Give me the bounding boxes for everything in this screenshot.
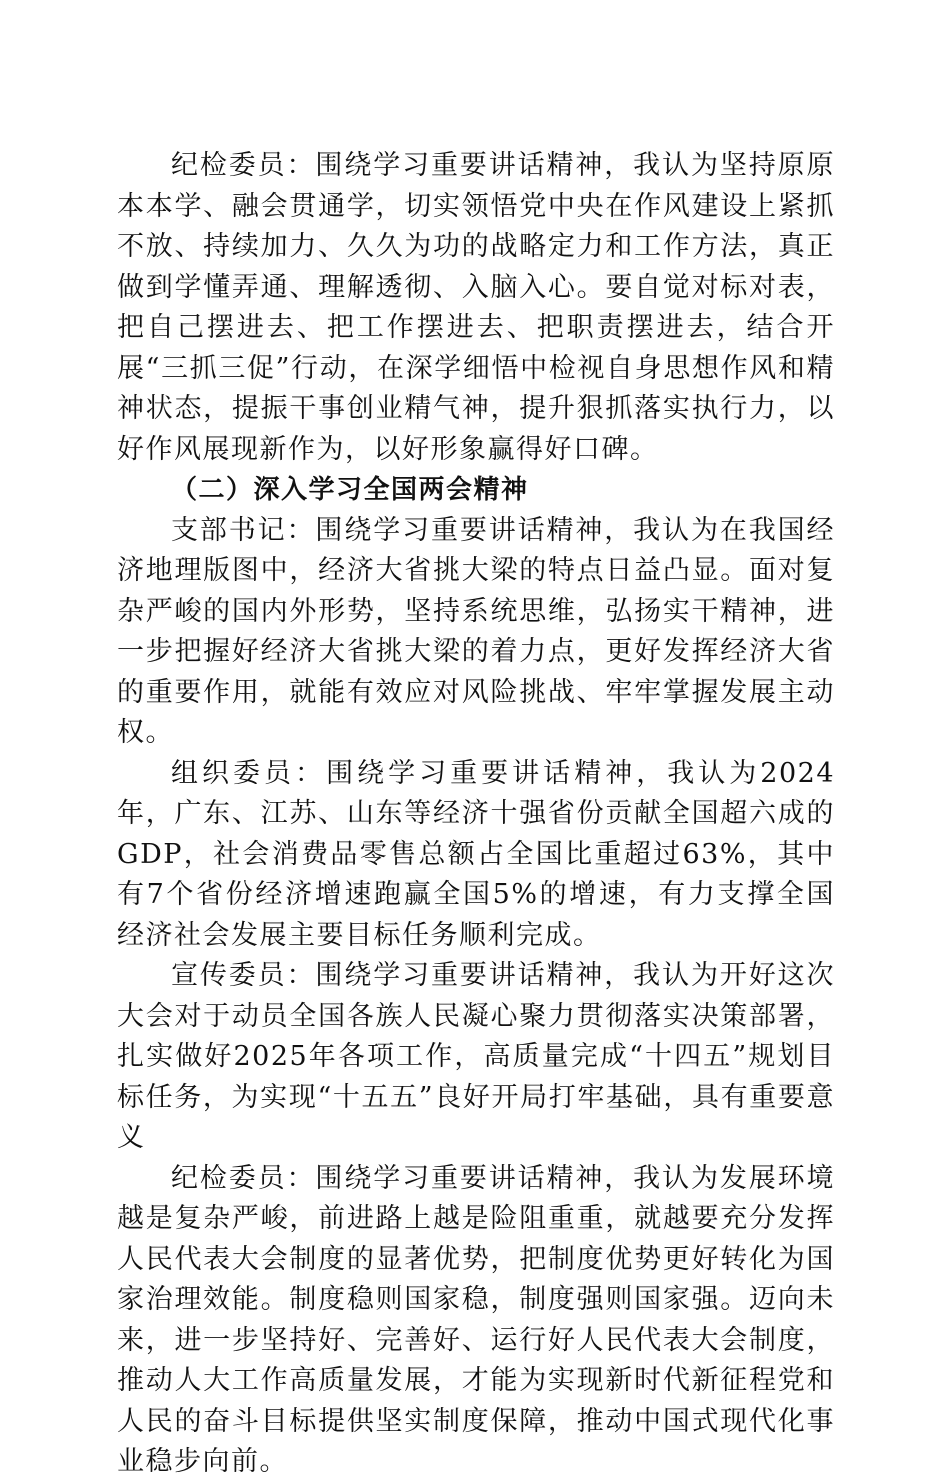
paragraph-organization-member: 组织委员：围绕学习重要讲话精神，我认为2024年，广东、江苏、山东等经济十强省份贡献全国超六成的GDP，社会消费品零售总额占全国比重超过63%，其中有7个省份经济增速跑赢全国5%的增速，有力支撑全国经济社会发展主要目标任务顺利完成。: [117, 757, 835, 951]
document-body: [117, 146, 835, 1483]
paragraph-discipline-member-1: 纪检委员：围绕学习重要讲话精神，我认为坚持原原本本学、融会贯通学，切实领悟党中央在作风建设上紧抓不放、持续加力、久久为功的战略定力和工作方法，真正做到学懂弄通、理解透彻、入脑入心。要自觉对标对表，把自己摆进去、把工作摆进去、把职责摆进去，结合开展“三抓三促”行动，在深学细悟中检视自身思想作风和精神状态，提振干事创业精气神，提升狠抓落实执行力，以好作风展现新作为，以好形象赢得好口碑。: [117, 150, 835, 465]
paragraph-discipline-member-2: 纪检委员：围绕学习重要讲话精神，我认为发展环境越是复杂严峻，前进路上越是险阻重重，就越要充分发挥人民代表大会制度的显著优势，把制度优势更好转化为国家治理效能。制度稳则国家稳，制度强则国家强。迈向未来，进一步坚持好、完善好、运行好人民代表大会制度，推动人大工作高质量发展，才能为实现新时代新征程党和人民的奋斗目标提供坚实制度保障，推动中国式现代化事业稳步向前。: [117, 1162, 835, 1477]
paragraph-publicity-member: 宣传委员：围绕学习重要讲话精神，我认为开好这次大会对于动员全国各族人民凝心聚力贯彻落实决策部署，扎实做好2025年各项工作，高质量完成“十四五”规划目标任务，为实现“十五五”良好开局打牢基础，具有重要意义: [117, 960, 835, 1153]
section-heading: （二）深入学习全国两会精神: [171, 475, 529, 505]
paragraph-branch-secretary: 支部书记：围绕学习重要讲话精神，我认为在我国经济地理版图中，经济大省挑大梁的特点日益凸显。面对复杂严峻的国内外形势，坚持系统思维，弘扬实干精神，进一步把握好经济大省挑大梁的着力点，更好发挥经济大省的重要作用，就能有效应对风险挑战、牢牢掌握发展主动权。: [117, 514, 835, 748]
